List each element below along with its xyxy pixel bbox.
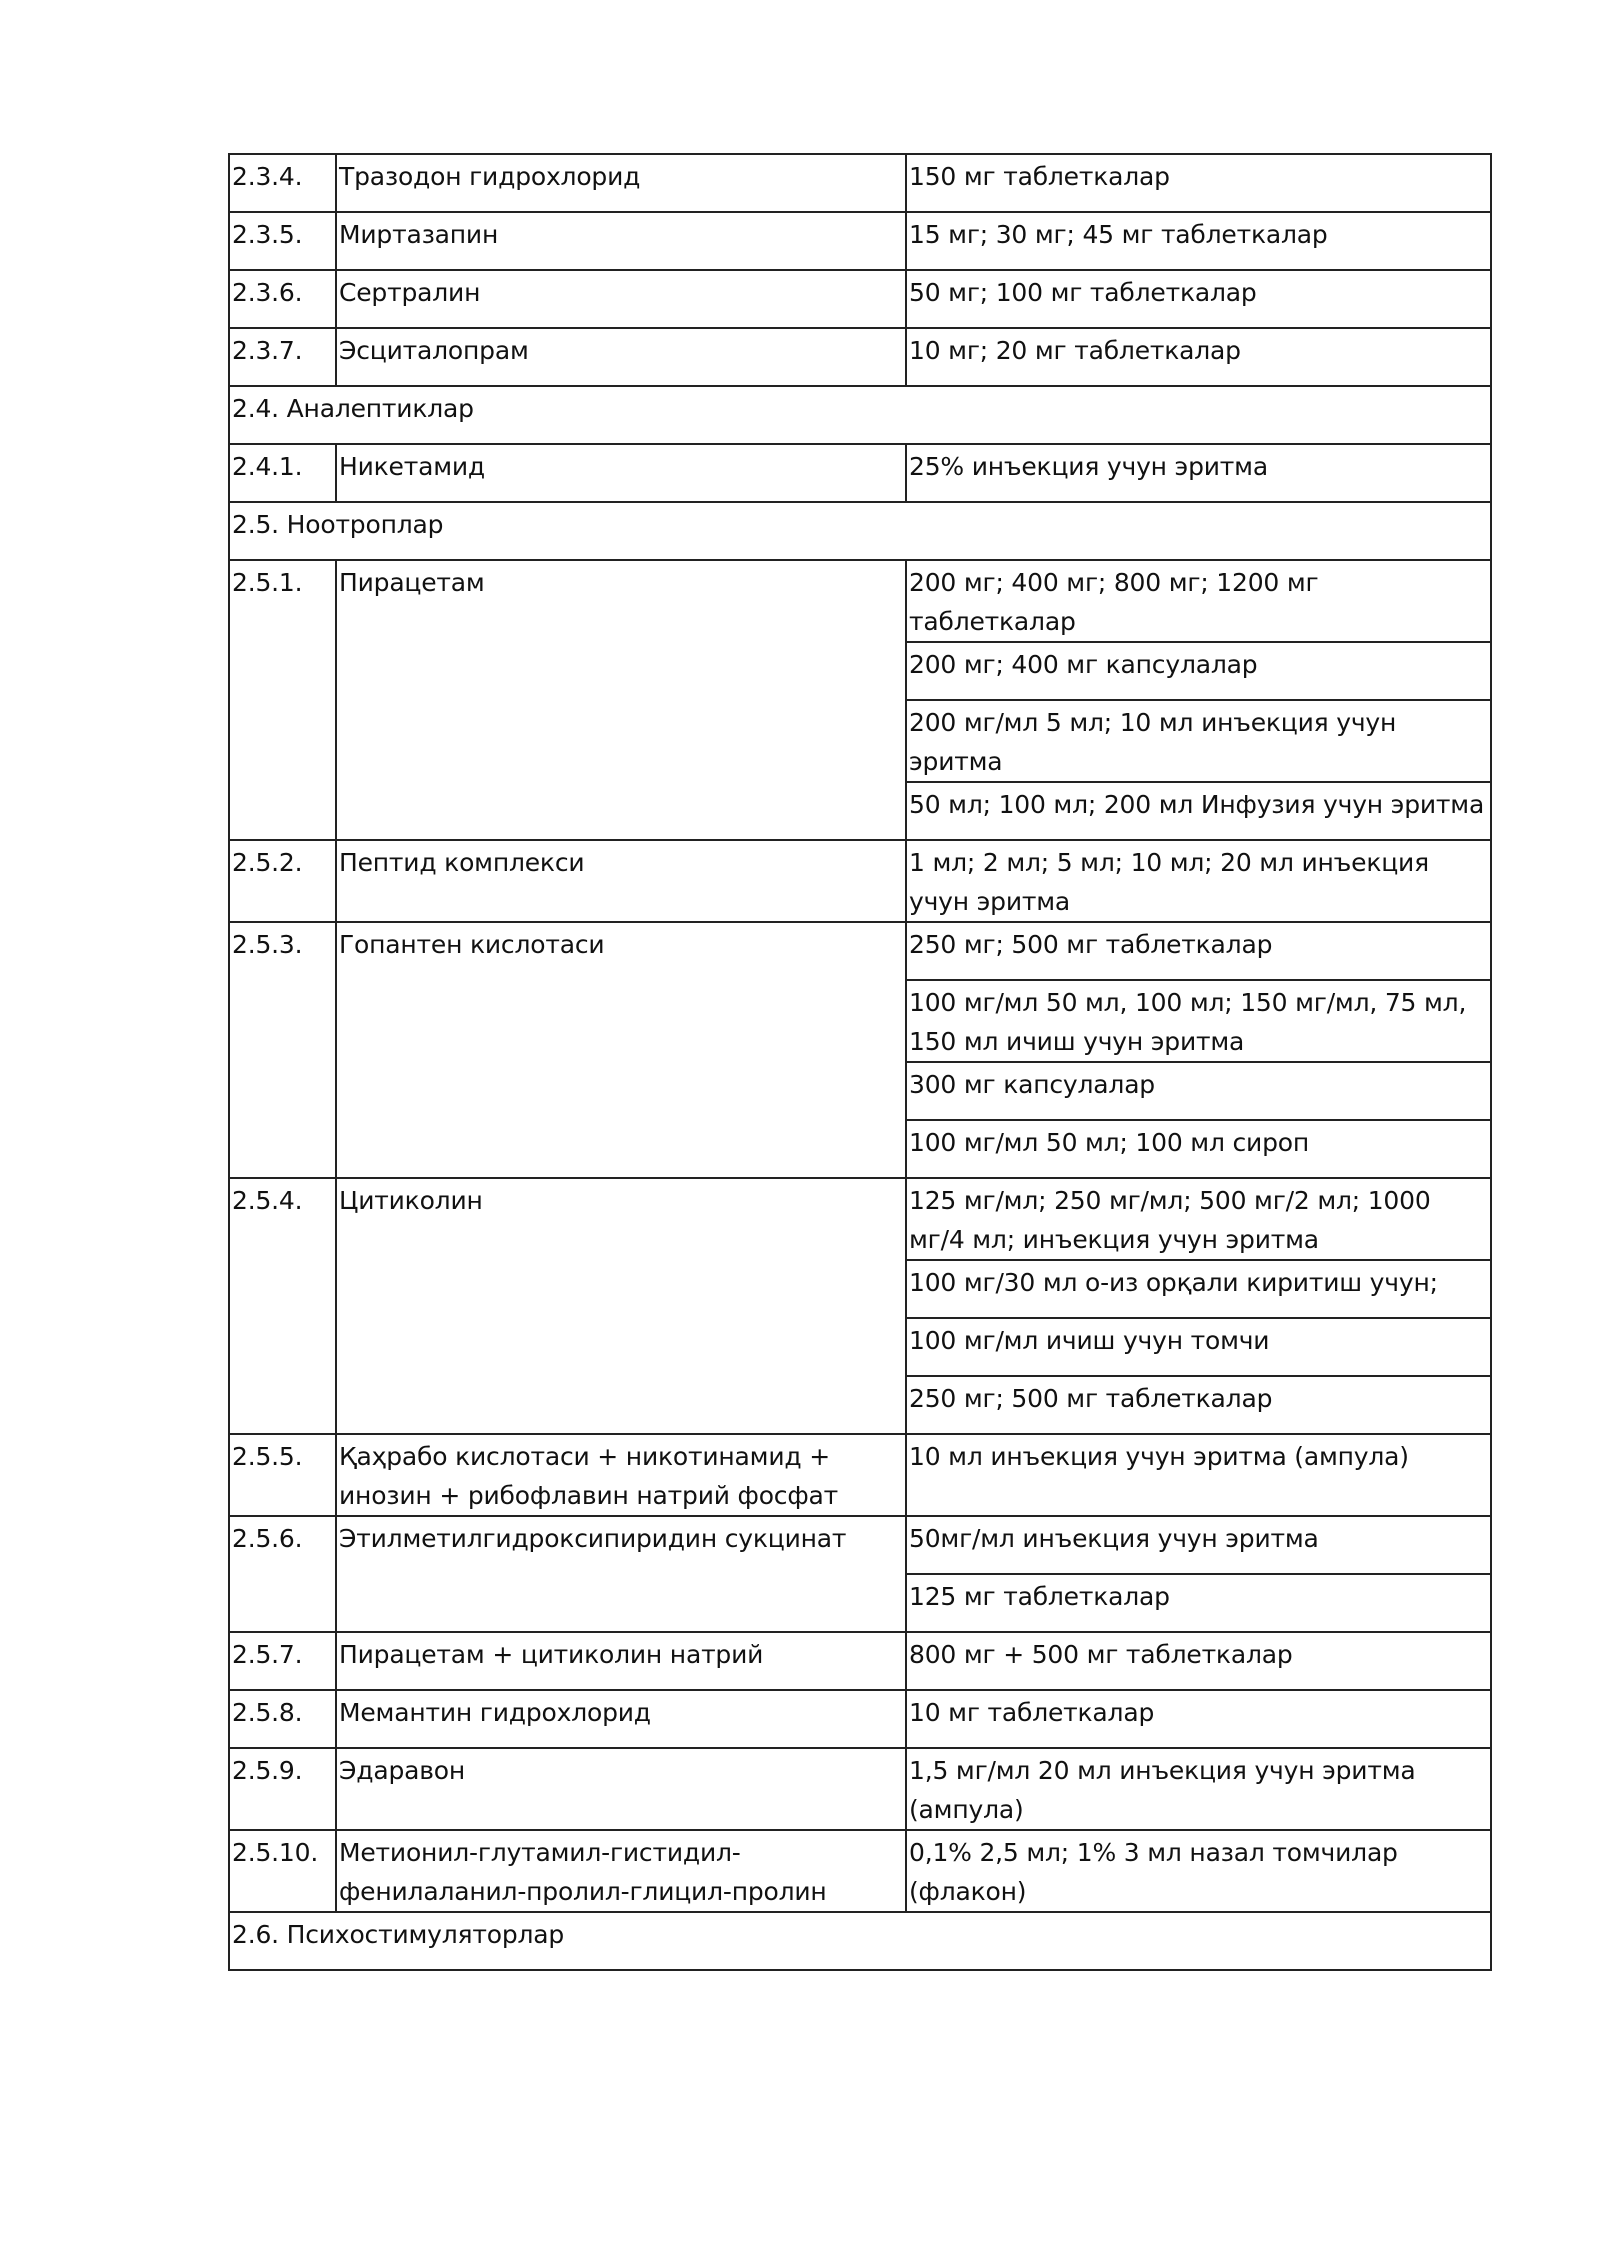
drug-name: Гопантен кислотаси — [336, 922, 906, 1178]
drug-name: Тразодон гидрохлорид — [336, 154, 906, 212]
drug-table — [228, 153, 1492, 1971]
section-title: 2.4. Аналептиклар — [229, 386, 1491, 444]
item-number: 2.4.1. — [229, 444, 336, 502]
item-number: 2.3.6. — [229, 270, 336, 328]
dosage-form: 800 мг + 500 мг таблеткалар — [906, 1632, 1491, 1690]
table-row — [229, 1178, 1491, 1260]
table-row — [229, 1434, 1491, 1516]
table-row — [229, 1516, 1491, 1574]
item-number: 2.5.7. — [229, 1632, 336, 1690]
item-number: 2.5.9. — [229, 1748, 336, 1830]
table-row — [229, 1690, 1491, 1748]
item-number: 2.5.1. — [229, 560, 336, 840]
table-row — [229, 212, 1491, 270]
drug-name: Никетамид — [336, 444, 906, 502]
dosage-form: 10 мл инъекция учун эритма (ампула) — [906, 1434, 1491, 1516]
section-title: 2.5. Ноотроплар — [229, 502, 1491, 560]
table-row — [229, 1632, 1491, 1690]
table-row — [229, 444, 1491, 502]
item-number: 2.5.5. — [229, 1434, 336, 1516]
item-number: 2.5.10. — [229, 1830, 336, 1912]
dosage-form: 250 мг; 500 мг таблеткалар — [906, 1376, 1491, 1434]
dosage-form: 10 мг; 20 мг таблеткалар — [906, 328, 1491, 386]
table-row — [229, 840, 1491, 922]
drug-name: Метионил-глутамил-гистидил-фенилаланил-пролил-глицил-пролин — [336, 1830, 906, 1912]
drug-name: Эдаравон — [336, 1748, 906, 1830]
drug-name: Этилметилгидроксипиридин сукцинат — [336, 1516, 906, 1632]
dosage-form: 125 мг/мл; 250 мг/мл; 500 мг/2 мл; 1000 мг/4 мл; инъекция учун эритма — [906, 1178, 1491, 1260]
item-number: 2.3.7. — [229, 328, 336, 386]
dosage-form: 250 мг; 500 мг таблеткалар — [906, 922, 1491, 980]
drug-name: Пирацетам — [336, 560, 906, 840]
drug-name: Мемантин гидрохлорид — [336, 1690, 906, 1748]
dosage-form: 25% инъекция учун эритма — [906, 444, 1491, 502]
dosage-form: 100 мг/мл 50 мл; 100 мл сироп — [906, 1120, 1491, 1178]
dosage-form: 1 мл; 2 мл; 5 мл; 10 мл; 20 мл инъекция учун эритма — [906, 840, 1491, 922]
table-row — [229, 560, 1491, 642]
item-number: 2.5.8. — [229, 1690, 336, 1748]
item-number: 2.5.4. — [229, 1178, 336, 1434]
drug-name: Сертралин — [336, 270, 906, 328]
drug-name: Миртазапин — [336, 212, 906, 270]
dosage-form: 200 мг; 400 мг; 800 мг; 1200 мг таблеткалар — [906, 560, 1491, 642]
dosage-form: 125 мг таблеткалар — [906, 1574, 1491, 1632]
dosage-form: 100 мг/30 мл о-из орқали киритиш учун; — [906, 1260, 1491, 1318]
section-row — [229, 1912, 1491, 1970]
section-row — [229, 386, 1491, 444]
dosage-form: 300 мг капсулалар — [906, 1062, 1491, 1120]
drug-table-body — [229, 154, 1491, 1970]
item-number: 2.5.3. — [229, 922, 336, 1178]
section-row — [229, 502, 1491, 560]
table-row — [229, 922, 1491, 980]
table-row — [229, 270, 1491, 328]
section-title: 2.6. Психостимуляторлар — [229, 1912, 1491, 1970]
item-number: 2.3.5. — [229, 212, 336, 270]
dosage-form: 100 мг/мл ичиш учун томчи — [906, 1318, 1491, 1376]
dosage-form: 50 мл; 100 мл; 200 мл Инфузия учун эритма — [906, 782, 1491, 840]
table-row — [229, 154, 1491, 212]
dosage-form: 0,1% 2,5 мл; 1% 3 мл назал томчилар (флакон) — [906, 1830, 1491, 1912]
drug-name: Пептид комплекси — [336, 840, 906, 922]
dosage-form: 10 мг таблеткалар — [906, 1690, 1491, 1748]
dosage-form: 50 мг; 100 мг таблеткалар — [906, 270, 1491, 328]
dosage-form: 50мг/мл инъекция учун эритма — [906, 1516, 1491, 1574]
dosage-form: 150 мг таблеткалар — [906, 154, 1491, 212]
item-number: 2.5.2. — [229, 840, 336, 922]
table-row — [229, 1748, 1491, 1830]
item-number: 2.3.4. — [229, 154, 336, 212]
item-number: 2.5.6. — [229, 1516, 336, 1632]
dosage-form: 200 мг; 400 мг капсулалар — [906, 642, 1491, 700]
drug-name: Цитиколин — [336, 1178, 906, 1434]
drug-name: Қаҳрабо кислотаси + никотинамид + инозин + рибофлавин натрий фосфат — [336, 1434, 906, 1516]
drug-name: Эсциталопрам — [336, 328, 906, 386]
dosage-form: 100 мг/мл 50 мл, 100 мл; 150 мг/мл, 75 мл, 150 мл ичиш учун эритма — [906, 980, 1491, 1062]
dosage-form: 1,5 мг/мл 20 мл инъекция учун эритма (ампула) — [906, 1748, 1491, 1830]
dosage-form: 200 мг/мл 5 мл; 10 мл инъекция учун эритма — [906, 700, 1491, 782]
dosage-form: 15 мг; 30 мг; 45 мг таблеткалар — [906, 212, 1491, 270]
drug-name: Пирацетам + цитиколин натрий — [336, 1632, 906, 1690]
table-row — [229, 328, 1491, 386]
table-row — [229, 1830, 1491, 1912]
